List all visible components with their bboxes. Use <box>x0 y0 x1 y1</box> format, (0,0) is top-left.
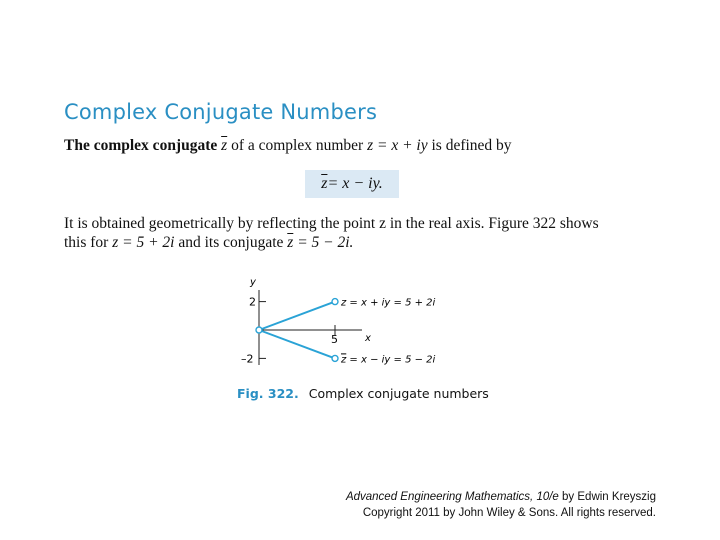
footer-book-title: Advanced Engineering Mathematics, 10/e <box>345 491 559 503</box>
equation-lhs: $\overline{z}$ <box>321 175 328 192</box>
slide-title: Complex Conjugate Numbers <box>64 100 378 124</box>
segment-to-zbar <box>259 330 335 358</box>
point-zbar-label-rest: = x − iy = 5 − 2i <box>346 354 436 366</box>
figure-number: Fig. 322. <box>237 386 299 401</box>
x-axis-label: x <box>365 333 371 344</box>
footer-author: by Edwin Kreyszig <box>558 491 656 503</box>
definition-expr: z = x + iy <box>367 137 428 154</box>
origin-point <box>256 327 262 333</box>
definition-tail: is defined by <box>427 137 512 154</box>
paragraph-line2-pre: this for <box>64 234 113 251</box>
point-z <box>332 299 338 305</box>
y-axis-label: y <box>250 277 256 288</box>
point-zbar-label-bar: z <box>341 354 347 366</box>
definition-mid: of a complex number <box>227 137 368 154</box>
paragraph-line-1: It is obtained geometrically by reflecting the point z in the real axis. Figure 322 shows <box>64 215 599 232</box>
footer-book-line <box>346 489 656 505</box>
paragraph-line2-zbar: $\overline{z}$ <box>287 234 294 251</box>
segment-to-z <box>259 302 335 330</box>
paragraph-line2-end: = 5 − 2i. <box>293 234 354 251</box>
point-zbar <box>332 355 338 361</box>
caption-text: Complex conjugate numbers <box>308 386 489 401</box>
tick-label-y-2: 2 <box>249 295 256 309</box>
definition-zbar: $\overline{z}$ <box>221 137 228 154</box>
paragraph-line2-z: z = 5 + 2i <box>112 234 175 251</box>
point-z-label: z = x + iy = 5 + 2i <box>341 297 436 309</box>
tick-label-y-neg2: –2 <box>241 352 254 366</box>
tick-label-x-5: 5 <box>331 333 338 346</box>
point-zbar-label <box>340 354 436 365</box>
equation-rhs: = x − iy. <box>327 175 383 192</box>
footer-copyright: Copyright 2011 by John Wiley & Sons. All rights reserved. <box>362 507 656 519</box>
footer <box>346 489 656 521</box>
paragraph-line2-mid: and its conjugate <box>174 234 288 251</box>
definition-bold-lead: The complex conjugate <box>64 137 218 154</box>
figure-caption <box>237 386 489 401</box>
